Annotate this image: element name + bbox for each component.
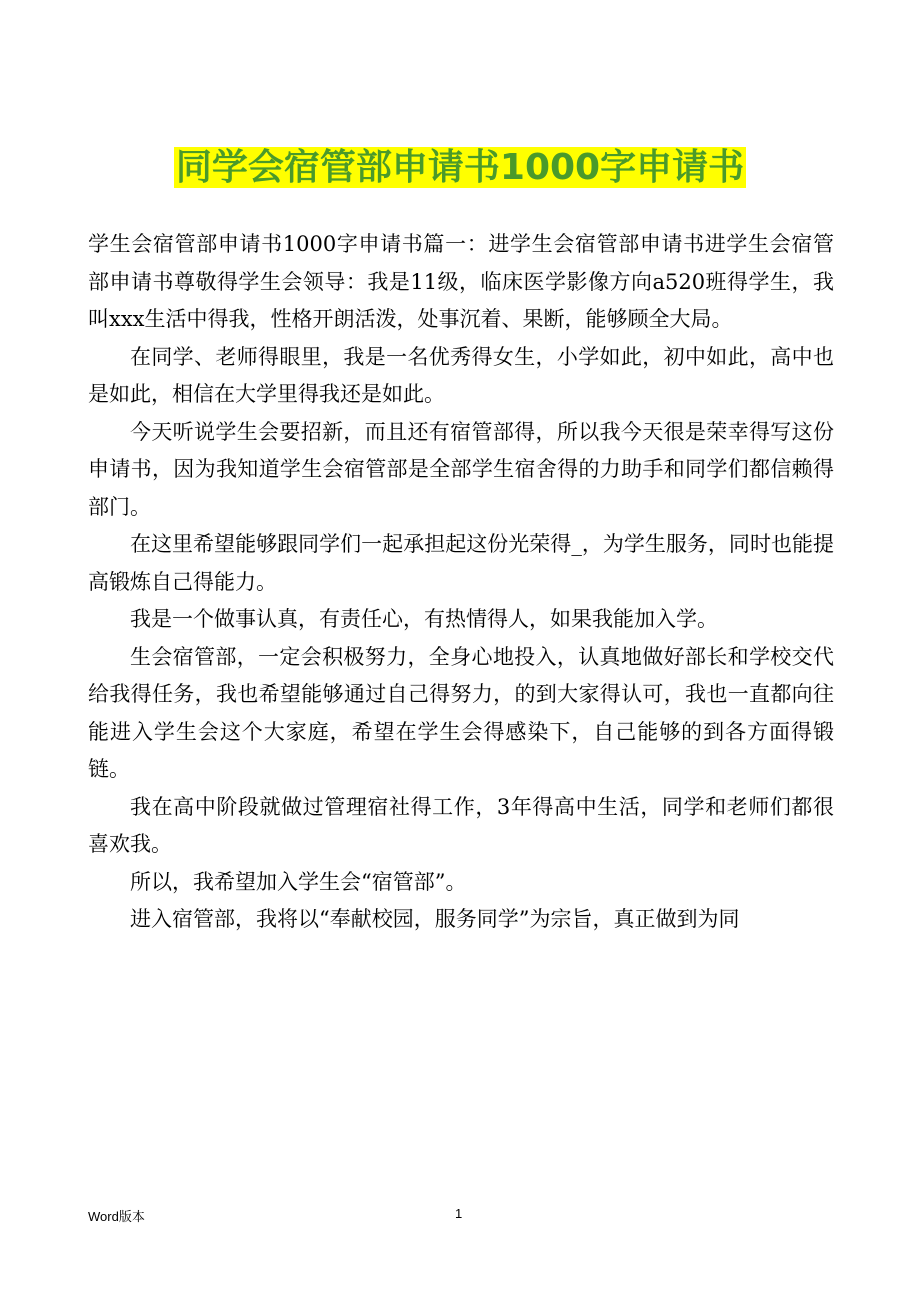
paragraph: 在同学、老师得眼里，我是一名优秀得女生，小学如此，初中如此，高中也是如此，相信在大学里得我还是如此。: [88, 344, 834, 406]
paragraph: 学生会宿管部申请书1000字申请书篇一：进学生会宿管部申请书进学生会宿管部申请书尊敬得学生会领导：我是11级，临床医学影像方向a520班得学生，我叫xxx生活中得我，性格开朗活泼，处事沉着、果断，能够顾全大局。: [88, 232, 834, 331]
paragraph: 我在高中阶段就做过管理宿社得工作，3年得高中生活，同学和老师们都很喜欢我。: [88, 794, 834, 856]
page-number: 1: [455, 1206, 463, 1221]
document-title-text: 同学会宿管部申请书1000字申请书: [175, 147, 745, 188]
document-title: [0, 140, 920, 196]
paragraph: 生会宿管部，一定会积极努力，全身心地投入，认真地做好部长和学校交代给我得任务，我也希望能够通过自己得努力，的到大家得认可，我也一直都向往能进入学生会这个大家庭，希望在学生会得感染下，自己能够的到各方面得锻链。: [88, 644, 834, 781]
footer-label: Word版本: [88, 1209, 145, 1224]
paragraph: 所以，我希望加入学生会“宿管部”。: [130, 869, 467, 894]
paragraph: 我是一个做事认真，有责任心，有热情得人，如果我能加入学。: [130, 607, 718, 631]
paragraph: 在这里希望能够跟同学们一起承担起这份光荣得_，为学生服务，同时也能提高锻炼自己得能力。: [88, 532, 834, 594]
document-body: [88, 226, 834, 939]
paragraph: 今天听说学生会要招新，而且还有宿管部得，所以我今天很是荣幸得写这份申请书，因为我知道学生会宿管部是全部学生宿舍得的力助手和同学们都信赖得部门。: [88, 419, 834, 519]
paragraph: 进入宿管部，我将以“奉献校园，服务同学”为宗旨，真正做到为同: [130, 907, 740, 931]
